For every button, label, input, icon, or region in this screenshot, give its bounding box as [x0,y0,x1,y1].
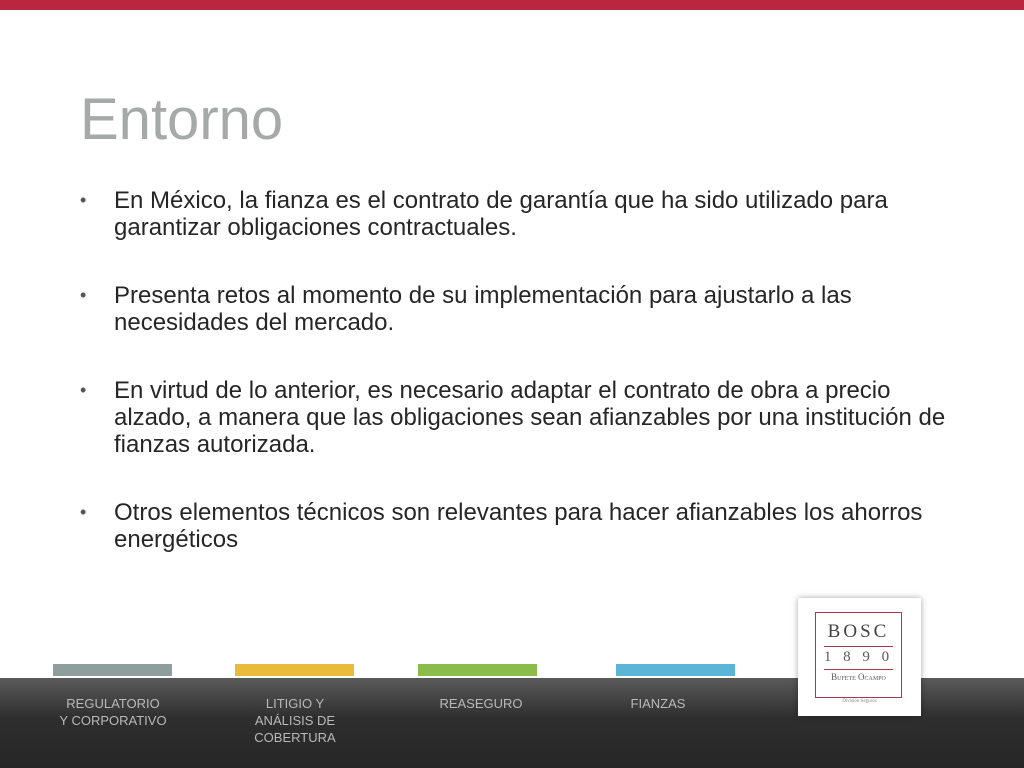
bullet-text: En virtud de lo anterior, es necesario adaptar el contrato de obra a precio alzado, a manera que las obligaciones sean afianzables por una institución de fianzas autorizada. [114,377,946,458]
tab-color-strip-reaseguro[interactable] [418,664,537,676]
tab-litigio[interactable] [220,695,370,746]
slide-title: Entorno [80,87,284,152]
tab-label-line: REGULATORIO [66,696,160,711]
logo-firm-name: Bufete Ocampo [831,672,886,682]
bullet-item [78,499,958,553]
bullet-text: Presenta retos al momento de su implementación para ajustarlo a las necesidades del mercado. [114,282,852,336]
bullet-text: En México, la fianza es el contrato de garantía que ha sido utilizado para garantizar obligaciones contractuales. [114,187,888,241]
bullet-item [78,282,958,336]
tab-label-line: LITIGIO Y [265,696,325,711]
tab-color-strip-litigio[interactable] [235,664,354,676]
logo-bosc: BOSC [827,621,890,642]
logo-year: 1 8 9 0 [823,649,894,665]
tab-label-line: REASEGURO [439,696,523,711]
tab-label-line: COBERTURA [254,730,336,745]
logo-frame [815,612,902,698]
logo-rule [824,646,893,647]
bullet-icon: • [80,285,87,305]
logo-rule [824,669,893,670]
bullet-icon: • [80,190,87,210]
top-accent-bar [0,0,1024,10]
logo-division: División Seguros [842,699,877,704]
tab-color-strip-fianzas[interactable] [616,664,735,676]
bullet-list [78,187,958,594]
bullet-item [78,187,958,241]
tab-label-line: FIANZAS [630,696,686,711]
bullet-icon: • [80,380,87,400]
tab-fianzas[interactable] [583,695,733,712]
bullet-icon: • [80,502,87,522]
tab-regulatorio[interactable] [38,695,188,729]
bullet-text: Otros elementos técnicos son relevantes para hacer afianzables los ahorros energéticos [114,499,923,553]
bullet-item [78,377,958,458]
tab-color-strip-regulatorio[interactable] [53,664,172,676]
tab-label-line: ANÁLISIS DE [254,713,336,728]
tab-label-line: Y CORPORATIVO [59,713,167,728]
tab-reaseguro[interactable] [406,695,556,712]
company-logo [798,598,921,716]
